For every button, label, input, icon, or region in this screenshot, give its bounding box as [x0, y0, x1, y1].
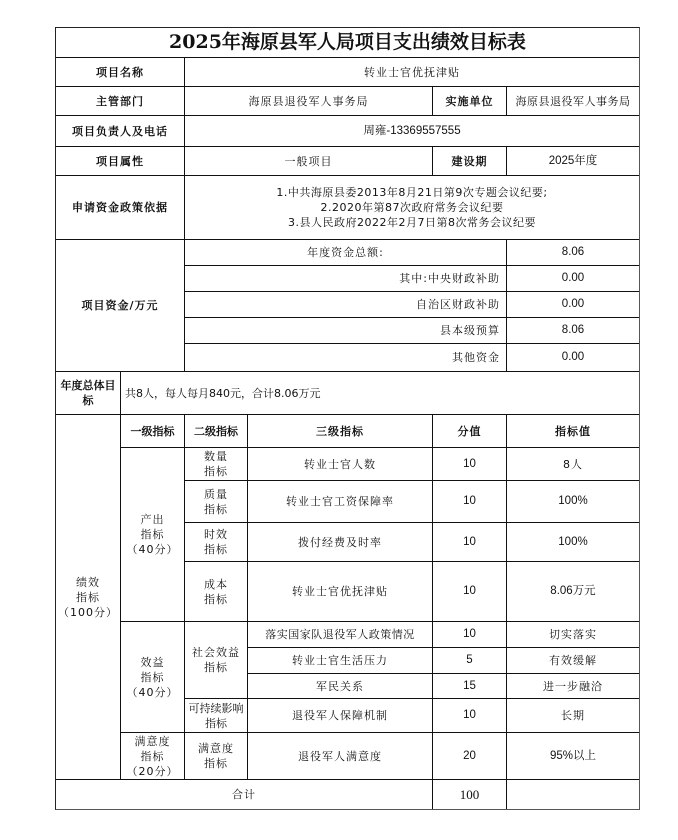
indicator-score: 10	[433, 523, 507, 562]
level2-line: 指标	[204, 592, 228, 606]
fund-name: 年度资金总额:	[185, 240, 507, 266]
policy-label: 申请资金政策依据	[56, 176, 185, 240]
indicator-score: 5	[433, 648, 507, 674]
level1-benefit	[121, 622, 185, 733]
level2-quantity	[185, 448, 248, 481]
project-name-value: 转业士官优抚津贴	[185, 58, 639, 87]
policy-line: 3.县人民政府2022年2月7日第8次常务会议纪要	[288, 216, 536, 229]
goal-text: 共8人，每人每月840元，合计8.06万元	[121, 372, 639, 415]
table-title: 2025年海原县军人局项目支出绩效目标表	[56, 28, 639, 58]
project-name-label: 项目名称	[56, 58, 185, 87]
fund-name: 其他资金	[185, 344, 507, 372]
attr-value: 一般项目	[185, 147, 433, 176]
indicator-value: 100%	[507, 481, 639, 523]
header-score: 分值	[433, 415, 507, 448]
header-value: 指标值	[507, 415, 639, 448]
indicator-value: 100%	[507, 523, 639, 562]
indicator-name: 拨付经费及时率	[248, 523, 433, 562]
owner-value: 周雍-13369557555	[185, 116, 639, 147]
level2-line: 质量	[204, 487, 228, 501]
group-label-line: 指标	[76, 590, 100, 604]
header-level1: 一级指标	[121, 415, 185, 448]
level2-social	[185, 622, 248, 699]
policy-line: 1.中共海原县委2013年8月21日第9次专题会议纪要;	[276, 186, 548, 199]
group-label-line: （100分）	[58, 605, 118, 619]
level2-line: 指标	[204, 757, 228, 770]
level1-line: （40分）	[126, 543, 179, 556]
attr-label: 项目属性	[56, 147, 185, 176]
indicator-name: 转业士官优抚津贴	[248, 562, 433, 622]
indicator-value: 8.06万元	[507, 562, 639, 622]
indicator-name: 转业士官工资保障率	[248, 481, 433, 523]
fund-name: 自治区财政补助	[185, 292, 507, 318]
indicator-value: 切实落实	[507, 622, 639, 648]
owner-label: 项目负责人及电话	[56, 116, 185, 147]
indicator-score: 10	[433, 562, 507, 622]
indicator-score: 20	[433, 733, 507, 780]
indicator-value: 95%以上	[507, 733, 639, 780]
dept-value: 海原县退役军人事务局	[185, 87, 433, 116]
header-level2: 二级指标	[185, 415, 248, 448]
level1-line: 满意度	[134, 734, 171, 748]
level2-quality	[185, 481, 248, 523]
fund-value: 0.00	[507, 344, 639, 372]
level1-output	[121, 448, 185, 622]
funds-label: 项目资金/万元	[56, 240, 185, 372]
indicator-score: 10	[433, 448, 507, 481]
level2-sustainable	[185, 699, 248, 733]
total-label: 合计	[56, 780, 433, 809]
fund-name: 其中:中央财政补助	[185, 266, 507, 292]
impl-label: 实施单位	[433, 87, 507, 116]
level2-line: 社会效益	[192, 646, 240, 659]
level1-line: （20分）	[126, 764, 179, 778]
level1-satisfaction	[121, 733, 185, 780]
level1-line: 效益	[140, 655, 165, 669]
level2-line: 时效	[204, 528, 228, 541]
level2-line: 指标	[204, 661, 228, 674]
performance-target-table	[55, 27, 640, 810]
level2-line: 可持续影响	[188, 701, 244, 715]
indicator-value: 长期	[507, 699, 639, 733]
level2-cost	[185, 562, 248, 622]
level1-line: 产出	[140, 513, 165, 526]
indicator-value: 进一步融洽	[507, 674, 639, 699]
policy-line: 2.2020年第87次政府常务会议纪要	[320, 201, 504, 214]
goal-label: 年度总体目标	[56, 372, 121, 415]
fund-value: 8.06	[507, 318, 639, 344]
indicator-name: 军民关系	[248, 674, 433, 699]
indicator-score: 10	[433, 481, 507, 523]
impl-value: 海原县退役军人事务局	[507, 87, 639, 116]
level2-line: 成本	[204, 577, 228, 591]
header-level3: 三级指标	[248, 415, 433, 448]
indicator-name: 落实国家队退役军人政策情况	[248, 622, 433, 648]
fund-value: 0.00	[507, 266, 639, 292]
level2-line: 满意度	[198, 742, 234, 755]
indicator-value: 有效缓解	[507, 648, 639, 674]
level2-line: 指标	[204, 502, 228, 516]
level2-line: 指标	[204, 543, 228, 556]
level1-line: 指标	[140, 528, 165, 541]
dept-label: 主管部门	[56, 87, 185, 116]
indicator-name: 转业士官人数	[248, 448, 433, 481]
fund-value: 0.00	[507, 292, 639, 318]
total-score: 100	[433, 780, 507, 809]
level2-satisfaction	[185, 733, 248, 780]
indicator-name: 转业士官生活压力	[248, 648, 433, 674]
period-label: 建设期	[433, 147, 507, 176]
indicator-group-label	[56, 415, 121, 780]
level1-line: （40分）	[126, 685, 179, 699]
total-value-empty	[507, 780, 639, 809]
indicator-score: 10	[433, 622, 507, 648]
level2-line: 指标	[204, 465, 228, 478]
level1-line: 指标	[140, 670, 165, 684]
period-value: 2025年度	[507, 147, 639, 176]
policy-value	[185, 176, 639, 240]
level1-line: 指标	[140, 749, 165, 763]
indicator-value: 8人	[507, 448, 639, 481]
indicator-score: 15	[433, 674, 507, 699]
level2-line: 指标	[205, 716, 227, 730]
fund-name: 县本级预算	[185, 318, 507, 344]
fund-value: 8.06	[507, 240, 639, 266]
indicator-name: 退役军人保障机制	[248, 699, 433, 733]
level2-timeliness	[185, 523, 248, 562]
indicator-score: 10	[433, 699, 507, 733]
indicator-name: 退役军人满意度	[248, 733, 433, 780]
level2-line: 数量	[204, 450, 228, 463]
group-label-line: 绩效	[76, 575, 100, 589]
